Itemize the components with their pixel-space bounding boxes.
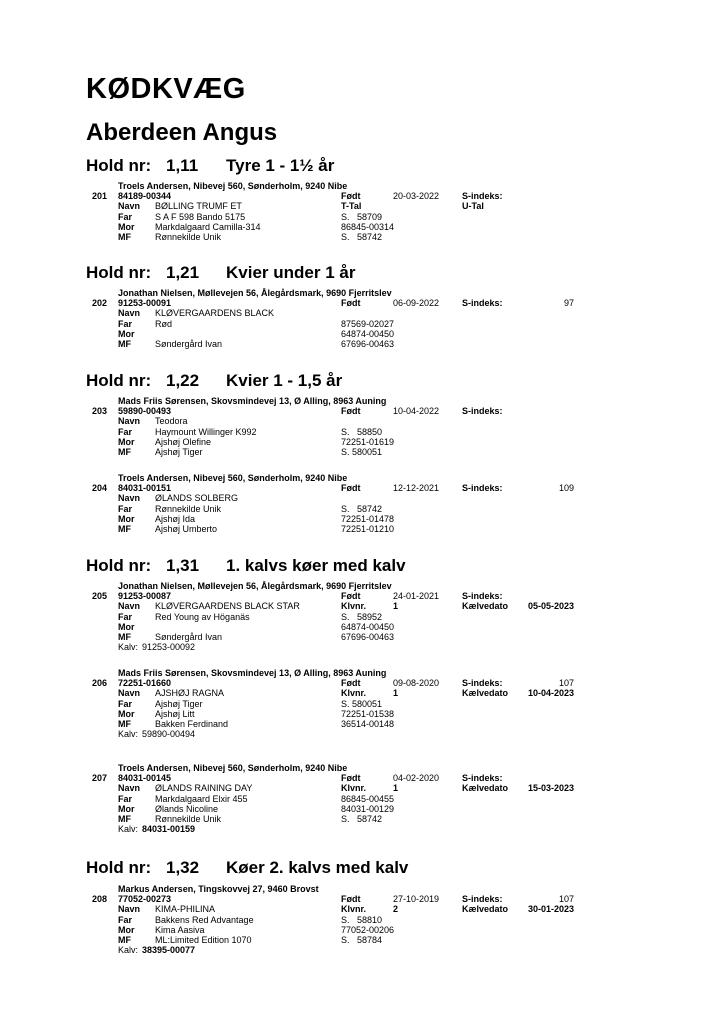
maternal-grandsire-label: MF (118, 813, 131, 824)
animal-name: ØLANDS RAINING DAY (155, 783, 253, 794)
maternal-grandsire-name: Søndergård Ivan (155, 338, 223, 349)
owner: Troels Andersen, Nibevej 560, Sønderholm, 9240 Nibe (118, 181, 348, 191)
sire-label: Far (118, 914, 133, 925)
catalog-number: 203 (92, 406, 108, 417)
catalog-number: 206 (92, 678, 108, 689)
sindex-label: S-indeks: (462, 406, 503, 417)
calf-label: Kalv: (118, 824, 139, 835)
name-label: Navn (118, 416, 141, 427)
hold-number: 1,32 (166, 858, 200, 877)
dam-number: 64874-00450 (341, 621, 395, 632)
calving-number: 2 (393, 904, 399, 915)
hold-number: 1,31 (166, 556, 200, 575)
calf-id: 59890-00494 (142, 729, 196, 740)
maternal-grandsire-label: MF (118, 231, 131, 242)
entry (0, 181, 724, 242)
sindex-value: 107 (558, 678, 574, 689)
sire-name: Rød (155, 318, 173, 329)
dam-number: 72251-01538 (341, 708, 395, 719)
dam-label: Mor (118, 513, 135, 524)
sire-label: Far (118, 698, 133, 709)
calf-label: Kalv: (118, 729, 139, 740)
calving-date-label: Kælvedato (462, 601, 509, 612)
calf-id: 84031-00159 (142, 824, 196, 835)
entry (0, 288, 724, 349)
dam-number: 72251-01619 (341, 436, 395, 447)
catalog-number: 207 (92, 773, 108, 784)
sire-name: Markdalgaard Elxir 455 (155, 793, 248, 804)
dam-label: Mor (118, 924, 135, 935)
animal-name: Teodora (155, 416, 188, 427)
animal-id: 72251-01660 (118, 678, 172, 689)
catalog-number: 202 (92, 298, 108, 309)
maternal-grandsire-name: Søndergård Ivan (155, 631, 223, 642)
maternal-grandsire-label: MF (118, 338, 131, 349)
maternal-grandsire-name: Ajshøj Tiger (155, 446, 203, 457)
catalog-number: 204 (92, 483, 108, 494)
dam-name: Ajshøj Olefine (155, 436, 212, 447)
hold-number: 1,21 (166, 263, 200, 282)
owner: Troels Andersen, Nibevej 560, Sønderholm, 9240 Nibe (118, 473, 348, 483)
animal-name: KLØVERGAARDENS BLACK (155, 308, 275, 319)
dam-label: Mor (118, 221, 135, 232)
born-date: 24-01-2021 (393, 591, 440, 602)
animal-name: AJSHØJ RAGNA (155, 688, 225, 699)
maternal-grandsire-number: S. 58784 (341, 934, 383, 945)
maternal-grandsire-number: 36514-00148 (341, 718, 395, 729)
owner: Jonathan Nielsen, Møllevejen 56, Ålegårdsmark, 9690 Fjerritslev (118, 288, 392, 298)
dam-label: Mor (118, 436, 135, 447)
calving-date-label: Kælvedato (462, 783, 509, 794)
ttal-label: T-Tal (341, 201, 362, 212)
sire-number: 87569-02027 (341, 318, 395, 329)
animal-id: 91253-00091 (118, 298, 172, 309)
sire-number: S. 58709 (341, 211, 383, 222)
animal-id: 84031-00145 (118, 773, 172, 784)
sire-name: Red Young av Höganäs (155, 611, 250, 622)
animal-id: 84031-00151 (118, 483, 172, 494)
hold-name: 1. kalvs køer med kalv (226, 556, 406, 575)
born-label: Født (341, 298, 361, 309)
born-date: 27-10-2019 (393, 894, 440, 905)
hold-heading (86, 556, 406, 576)
hold-number: 1,11 (166, 156, 199, 175)
calf-id: 91253-00092 (142, 642, 196, 653)
catalog-number: 201 (92, 191, 108, 202)
calving-date: 05-05-2023 (527, 601, 574, 612)
sire-label: Far (118, 211, 133, 222)
born-label: Født (341, 483, 361, 494)
calving-date: 15-03-2023 (527, 783, 574, 794)
catalog-number: 205 (92, 591, 108, 602)
hold-label: Hold nr: (86, 858, 152, 877)
dam-number: 64874-00450 (341, 328, 395, 339)
born-label: Født (341, 191, 361, 202)
maternal-grandsire-label: MF (118, 631, 131, 642)
sire-label: Far (118, 426, 133, 437)
hold-number: 1,22 (166, 371, 200, 390)
sindex-value: 97 (563, 298, 574, 309)
maternal-grandsire-name: ML:Limited Edition 1070 (155, 934, 252, 945)
name-label: Navn (118, 688, 141, 699)
name-label: Navn (118, 493, 141, 504)
born-date: 10-04-2022 (393, 406, 440, 417)
sire-name: Ajshøj Tiger (155, 698, 203, 709)
calving-date: 30-01-2023 (527, 904, 574, 915)
maternal-grandsire-number: S. 58742 (341, 231, 383, 242)
name-label: Navn (118, 308, 141, 319)
dam-number: 86845-00314 (341, 221, 395, 232)
name-label: Navn (118, 783, 141, 794)
born-label: Født (341, 678, 361, 689)
sindex-label: S-indeks: (462, 298, 503, 309)
entry (0, 581, 724, 652)
dam-name: Markdalgaard Camilla-314 (155, 221, 261, 232)
owner: Jonathan Nielsen, Møllevejen 56, Ålegårdsmark, 9690 Fjerritslev (118, 581, 392, 591)
born-date: 20-03-2022 (393, 191, 440, 202)
born-label: Født (341, 406, 361, 417)
entry (0, 473, 724, 534)
breed-heading: Aberdeen Angus (86, 119, 278, 146)
animal-name: BØLLING TRUMF ET (155, 201, 242, 212)
hold-heading (86, 371, 342, 391)
animal-id: 84189-00344 (118, 191, 172, 202)
animal-name: KLØVERGAARDENS BLACK STAR (155, 601, 300, 612)
calving-number: 1 (393, 783, 399, 794)
sindex-value: 109 (558, 483, 574, 494)
animal-name: ØLANDS SOLBERG (155, 493, 239, 504)
calving-date-label: Kælvedato (462, 904, 509, 915)
born-label: Født (341, 591, 361, 602)
sindex-value: 107 (558, 894, 574, 905)
maternal-grandsire-name: Ajshøj Umberto (155, 523, 218, 534)
entry (0, 396, 724, 457)
born-label: Født (341, 894, 361, 905)
maternal-grandsire-number: 72251-01210 (341, 523, 395, 534)
dam-label: Mor (118, 708, 135, 719)
dam-label: Mor (118, 621, 135, 632)
calving-number: 1 (393, 688, 399, 699)
dam-number: 84031-00129 (341, 803, 395, 814)
calving-date-label: Kælvedato (462, 688, 509, 699)
entry (0, 763, 724, 834)
sindex-label: S-indeks: (462, 191, 503, 202)
maternal-grandsire-number: 67696-00463 (341, 631, 395, 642)
hold-name: Tyre 1 - 1½ år (226, 156, 335, 175)
born-date: 09-08-2020 (393, 678, 440, 689)
dam-label: Mor (118, 803, 135, 814)
owner: Troels Andersen, Nibevej 560, Sønderholm, 9240 Nibe (118, 763, 348, 773)
sire-name: Bakkens Red Advantage (155, 914, 254, 925)
calving-number-label: Klvnr. (341, 904, 367, 915)
calving-number-label: Klvnr. (341, 783, 367, 794)
utal-label: U-Tal (462, 201, 484, 212)
maternal-grandsire-name: Rønnekilde Unik (155, 231, 222, 242)
sire-label: Far (118, 318, 133, 329)
sindex-label: S-indeks: (462, 591, 503, 602)
sire-label: Far (118, 793, 133, 804)
maternal-grandsire-label: MF (118, 934, 131, 945)
hold-label: Hold nr: (86, 156, 152, 175)
hold-label: Hold nr: (86, 556, 152, 575)
hold-heading (86, 858, 408, 878)
hold-heading (86, 156, 334, 176)
maternal-grandsire-number: 67696-00463 (341, 338, 395, 349)
calving-number: 1 (393, 601, 399, 612)
dam-name: Ajshøj Ida (155, 513, 196, 524)
dam-label: Mor (118, 328, 135, 339)
born-date: 06-09-2022 (393, 298, 440, 309)
sire-number: 86845-00455 (341, 793, 395, 804)
maternal-grandsire-label: MF (118, 718, 131, 729)
sindex-label: S-indeks: (462, 894, 503, 905)
maternal-grandsire-number: S. 580051 (341, 446, 383, 457)
dam-number: 77052-00206 (341, 924, 395, 935)
owner: Mads Friis Sørensen, Skovsmindevej 13, Ø Alling, 8963 Auning (118, 668, 387, 678)
sire-label: Far (118, 503, 133, 514)
entry (0, 884, 724, 955)
maternal-grandsire-label: MF (118, 446, 131, 457)
sindex-label: S-indeks: (462, 483, 503, 494)
animal-id: 59890-00493 (118, 406, 172, 417)
owner: Mads Friis Sørensen, Skovsmindevej 13, Ø Alling, 8963 Auning (118, 396, 387, 406)
hold-name: Køer 2. kalvs med kalv (226, 858, 409, 877)
dam-name: Ajshøj Litt (155, 708, 195, 719)
owner: Markus Andersen, Tingskovvej 27, 9460 Brovst (118, 884, 319, 894)
calving-number-label: Klvnr. (341, 601, 367, 612)
dam-number: 72251-01478 (341, 513, 395, 524)
born-date: 04-02-2020 (393, 773, 440, 784)
catalog-number: 208 (92, 894, 108, 905)
born-date: 12-12-2021 (393, 483, 440, 494)
hold-name: Kvier under 1 år (226, 263, 356, 282)
maternal-grandsire-number: S. 58742 (341, 813, 383, 824)
sire-name: Rønnekilde Unik (155, 503, 222, 514)
name-label: Navn (118, 601, 141, 612)
hold-name: Kvier 1 - 1,5 år (226, 371, 343, 390)
hold-heading (86, 263, 355, 283)
entry (0, 668, 724, 739)
sindex-label: S-indeks: (462, 678, 503, 689)
sire-name: S A F 598 Bando 5175 (155, 211, 246, 222)
sire-number: S. 58810 (341, 914, 383, 925)
sire-label: Far (118, 611, 133, 622)
calf-id: 38395-00077 (142, 945, 196, 956)
animal-id: 91253-00087 (118, 591, 172, 602)
sire-number: S. 58850 (341, 426, 383, 437)
sire-name: Haymount Willinger K992 (155, 426, 257, 437)
calf-label: Kalv: (118, 642, 139, 653)
animal-name: KIMA-PHILINA (155, 904, 216, 915)
calf-label: Kalv: (118, 945, 139, 956)
animal-id: 77052-00273 (118, 894, 172, 905)
sire-number: S. 58742 (341, 503, 383, 514)
maternal-grandsire-label: MF (118, 523, 131, 534)
dam-name: Ølands Nicoline (155, 803, 219, 814)
hold-label: Hold nr: (86, 263, 152, 282)
calving-number-label: Klvnr. (341, 688, 367, 699)
name-label: Navn (118, 904, 141, 915)
name-label: Navn (118, 201, 141, 212)
dam-name: Kima Aasiva (155, 924, 205, 935)
calving-date: 10-04-2023 (527, 688, 574, 699)
hold-label: Hold nr: (86, 371, 152, 390)
sindex-label: S-indeks: (462, 773, 503, 784)
sire-number: S. 58952 (341, 611, 383, 622)
page-title: KØDKVÆG (86, 73, 246, 105)
born-label: Født (341, 773, 361, 784)
sire-number: S. 580051 (341, 698, 383, 709)
maternal-grandsire-name: Bakken Ferdinand (155, 718, 229, 729)
maternal-grandsire-name: Rønnekilde Unik (155, 813, 222, 824)
